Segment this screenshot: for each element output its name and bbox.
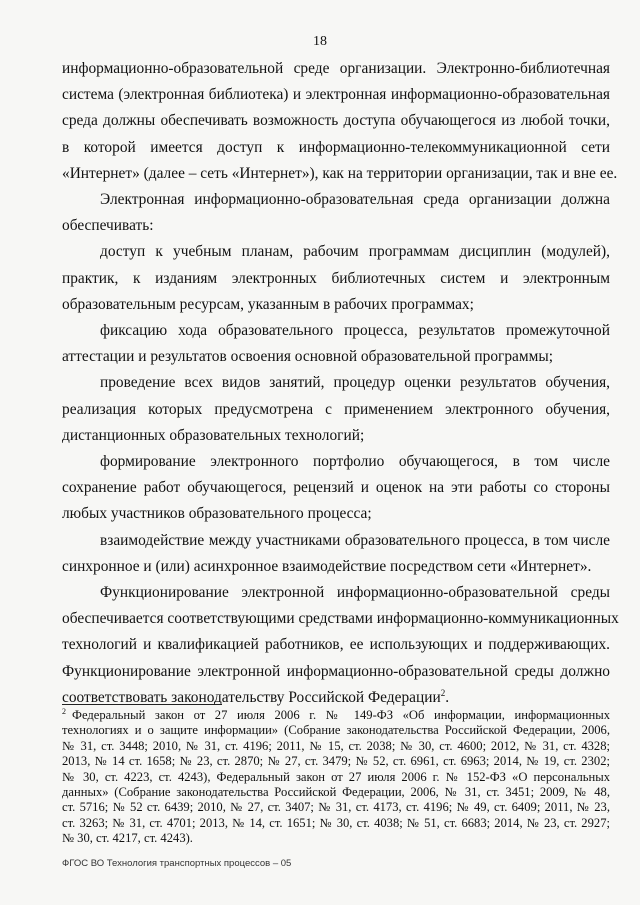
text-line: фиксацию хода образовательного процесса, результатов промежуточной [100, 322, 610, 340]
text-line: система (электронная библиотека) и электронная информационно-образовательная [62, 86, 610, 104]
text-line: любых участников образовательного процесса; [62, 505, 372, 523]
text-line: дистанционных образовательных технологий; [62, 426, 365, 444]
text-line: образовательным ресурсам, указанным в рабочих программах; [62, 295, 474, 313]
footnote-line: ст. 5716; № 52 ст. 6439; 2010, № 27, ст. 3407; № 31, ст. 4173, ст. 4196; № 49, ст. 6409; 2011, № 23, [62, 800, 610, 815]
text-line: проведение всех видов занятий, процедур оценки результатов обучения, [100, 374, 610, 392]
footnote [62, 708, 610, 847]
text-line: синхронное и (или) асинхронное взаимодействие посредством сети «Интернет». [62, 557, 592, 575]
text-line: среда должны обеспечивать возможность доступа обучающегося из любой точки, [62, 112, 610, 130]
text-line: Электронная информационно-образовательная среда организации должна [100, 191, 610, 209]
document-footer: ФГОС ВО Технология транспортных процессов – 05 [62, 858, 292, 869]
text-line-content: соответствовать законодательству Российской Федерации [62, 688, 441, 706]
text-line: обеспечивать: [62, 217, 154, 235]
footnote-line: технологиях и о защите информации» (Собрание законодательства Российской Федерации, 2006, [62, 723, 610, 738]
footnote-line: № 31, ст. 3448; 2010, № 31, ст. 4196; 2011, № 15, ст. 2038; № 30, ст. 4600; 2012, № 31, ст. 4328; [62, 738, 610, 753]
text-line: доступ к учебным планам, рабочим программам дисциплин (модулей), [100, 243, 610, 261]
text-line: Функционирование электронной информационно-образовательной среды должно [62, 662, 610, 680]
text-line: практик, к изданиям электронных библиотечных систем и электронным [62, 269, 610, 287]
text-line: «Интернет» (далее – сеть «Интернет»), как на территории организации, так и вне ее. [62, 164, 618, 182]
page-number: 18 [313, 34, 327, 49]
footnote-line: № 30, ст. 4223, ст. 4243), Федеральный закон от 27 июля 2006 г. № 152-ФЗ «О персональных [62, 769, 610, 784]
text-line: обеспечивается соответствующими средствами информационно-коммуникационных [62, 610, 619, 628]
footnote-line: ст. 3263; № 31, ст. 4701; 2013, № 14, ст. 1651; № 30, ст. 4038; № 51, ст. 6683; 2014, № 23, ст. 2927; [62, 815, 610, 830]
footnote-line: 2013, № 14 ст. 1658; № 23, ст. 2870; № 27, ст. 3479; № 52, ст. 6961, ст. 6963; 2014, № 19, ст. 2302; [62, 754, 610, 769]
text-line: информационно-образовательной среде организации. Электронно-библиотечная [62, 60, 610, 77]
text-line: сохранение работ обучающегося, рецензий и оценок на эти работы со стороны [62, 479, 610, 497]
text-line: технологий и квалификацией работников, ее использующих и поддерживающих. [62, 636, 610, 654]
footnote-line: данных» (Собрание законодательства Российской Федерации, 2006, № 31, ст. 3451; 2009, № 48, [62, 785, 610, 800]
main-text [62, 56, 619, 711]
text-line: соответствовать законодательству Российской Федерации$^2$. [62, 687, 450, 706]
text-line: Функционирование электронной информационно-образовательной среды [100, 584, 610, 602]
text-line: взаимодействие между участниками образовательного процесса, в том числе [100, 531, 610, 549]
footnote-line: № 30, ст. 4217, ст. 4243). [62, 831, 193, 846]
text-line: формирование электронного портфолио обучающегося, в том числе [100, 453, 610, 471]
text-line: аттестации и результатов освоения основной образовательной программы; [62, 348, 553, 366]
footnote-reference[interactable]: 2 [440, 687, 446, 698]
text-line: реализация которых предусмотрена с применением электронного обучения, [62, 400, 610, 418]
text-line: в которой имеется доступ к информационно-телекоммуникационной сети [62, 138, 610, 156]
footnote-line [62, 708, 610, 723]
footnote-divider [62, 704, 222, 705]
footnote-line-content: Федеральный закон от 27 июля 2006 г. № 149-ФЗ «Об информации, информационных [72, 708, 610, 722]
footnote-mark: 2 [62, 706, 66, 716]
